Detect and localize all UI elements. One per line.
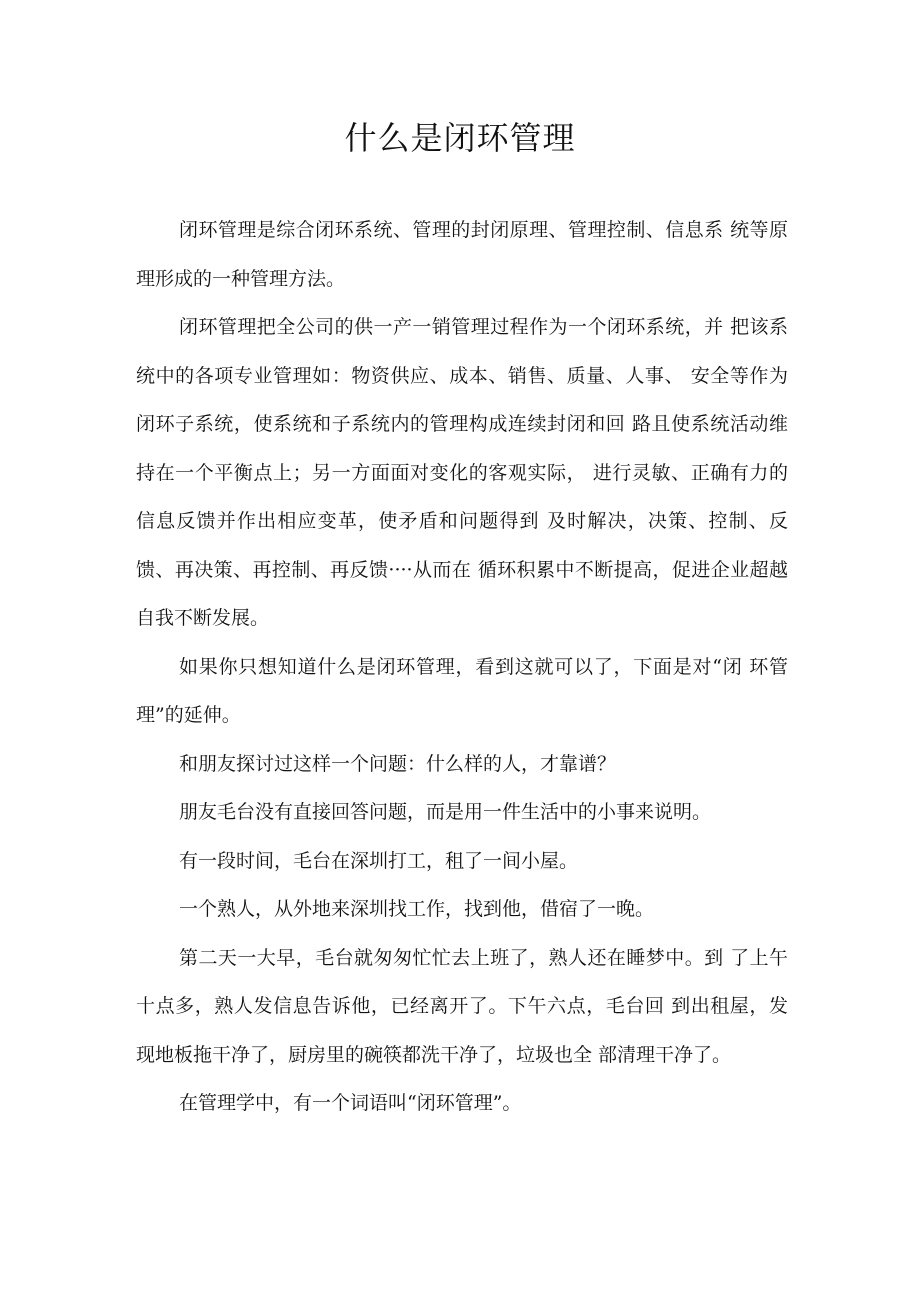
paragraph-6: 有一段时间，毛台在深圳打工，租了一间小屋。	[179, 849, 579, 872]
document-title: 什么是闭环管理	[344, 119, 576, 157]
paragraph-5: 朋友毛台没有直接回答问题，而是用一件生活中的小事来说明。	[179, 801, 712, 823]
paragraph-7: 一个熟人，从外地来深圳找工作，找到他，借宿了一晚。	[179, 898, 655, 920]
document-body	[136, 206, 788, 1128]
paragraph-3: 如果你只想知道什么是闭环管理，看到这就可以了，下面是对“闭 环管理”的延伸。	[136, 655, 788, 726]
paragraph-9: 在管理学中，有一个词语叫“闭环管理”。	[179, 1092, 522, 1114]
paragraph-4: 和朋友探讨过这样一个问题：什么样的人，才靠谱？	[179, 752, 617, 775]
paragraph-8: 第二天一大早，毛台就匆匆忙忙去上班了，熟人还在睡梦中。到 了上午十点多，熟人发信息告诉他，已经离开了。下午六点，毛台回 到出租屋，发现地板拖干净了，厨房里的碗筷都洗干净了，垃圾也全 部清理干净了。	[136, 946, 788, 1066]
paragraph-1: 闭环管理是综合闭环系统、管理的封闭原理、管理控制、信息系 统等原理形成的一种管理方法。	[136, 219, 788, 290]
paragraph-2: 闭环管理把全公司的供一产一销管理过程作为一个闭环系统，并 把该系统中的各项专业管理如：物资供应、成本、销售、质量、人事、 安全等作为闭环子系统，使系统和子系统内的管理构成连续封闭和回 路且使系统活动维持在一个平衡点上；另一方面面对变化的客观实际， 进行灵敏、正确有力的信息反馈并作出相应变革，使矛盾和问题得到 及时解决，决策、控制、反馈、再决策、再控制、再反馈····从而在 循环积累中不断提高，促进企业超越自我不断发展。	[136, 316, 788, 629]
